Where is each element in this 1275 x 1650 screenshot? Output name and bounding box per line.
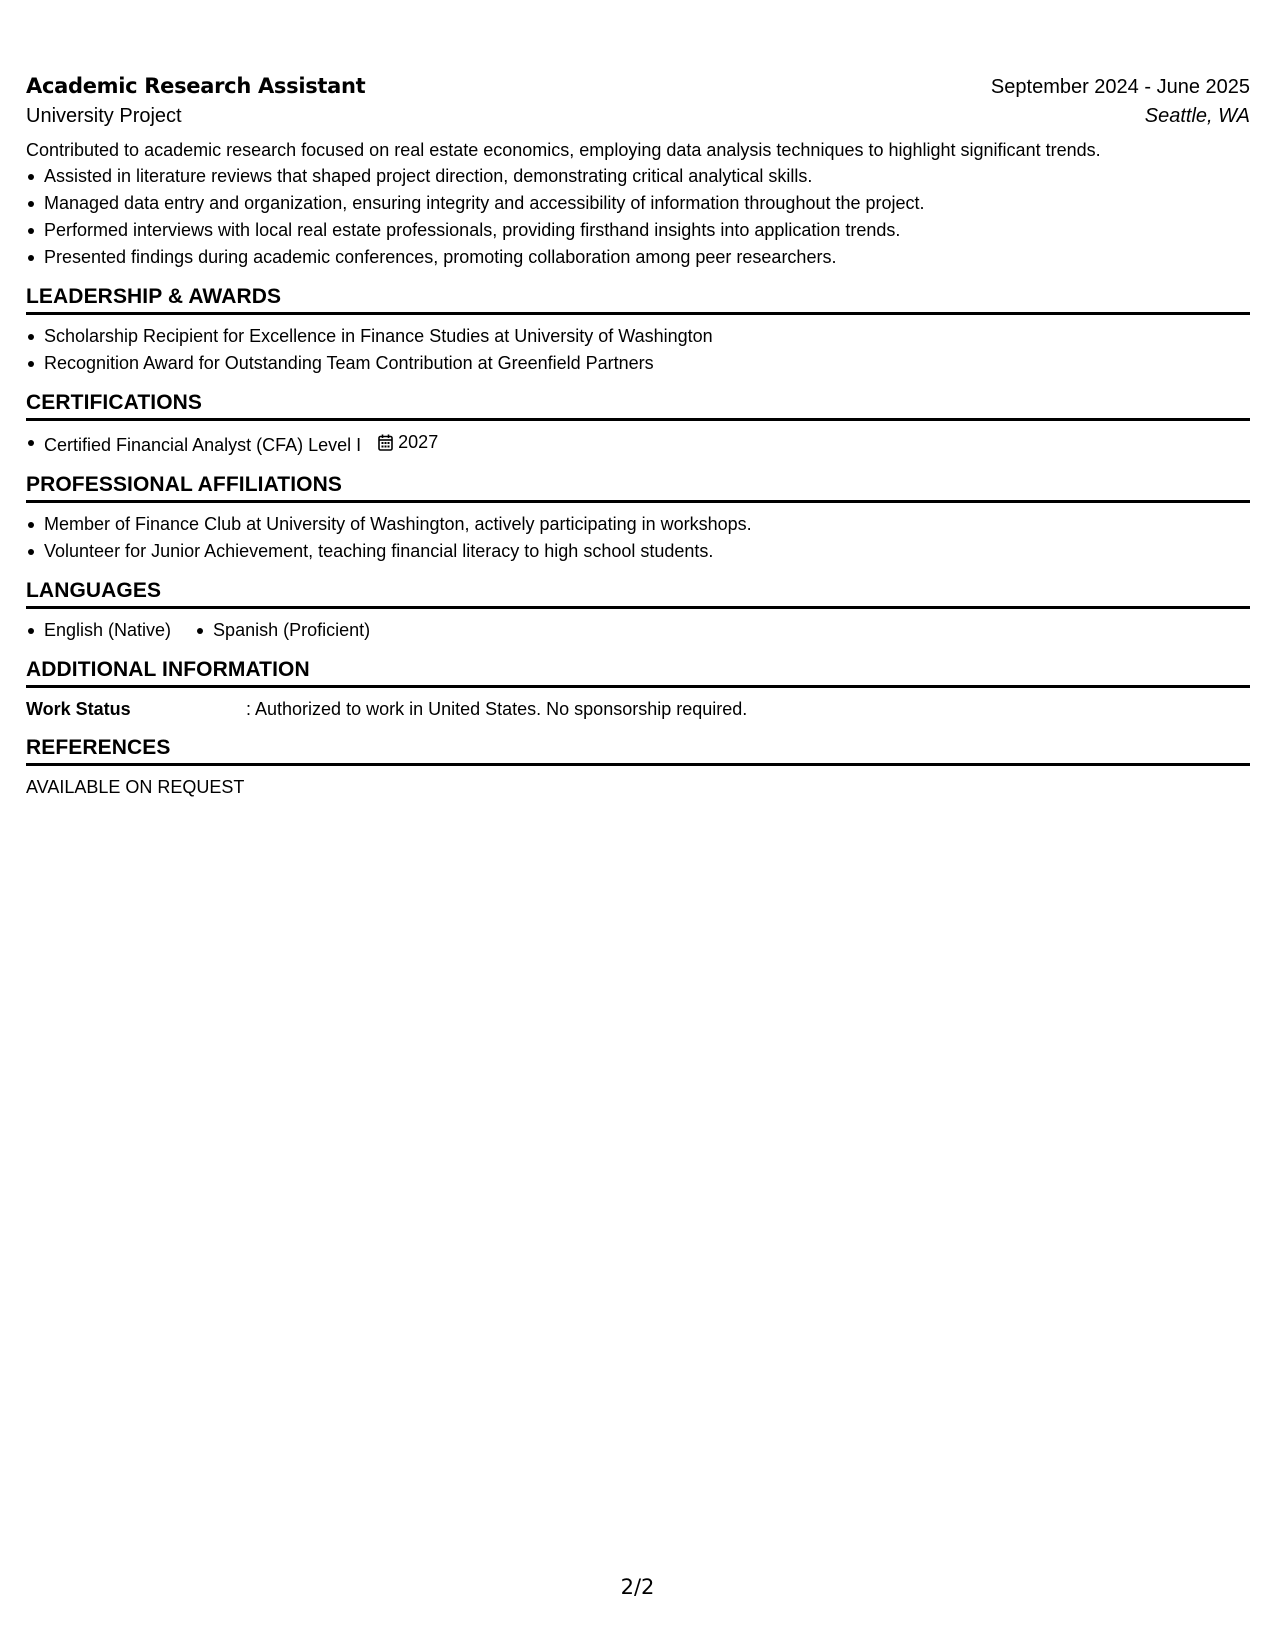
certification-name: Certified Financial Analyst (CFA) Level I	[44, 435, 362, 455]
section-certifications	[26, 391, 1250, 459]
section-title: LANGUAGES	[26, 579, 1250, 609]
job-location: Seattle, WA	[1144, 105, 1250, 127]
job-subheader	[26, 105, 1250, 128]
certifications-list	[26, 429, 1250, 459]
section-title: REFERENCES	[26, 736, 1250, 766]
certification-date	[378, 429, 438, 456]
list-item: Member of Finance Club at University of Washington, actively participating in workshops.	[44, 511, 1250, 538]
calendar-icon	[378, 434, 393, 451]
list-item: Volunteer for Junior Achievement, teaching financial literacy to high school students.	[44, 538, 1250, 565]
affiliations-list	[26, 511, 1250, 565]
experience-entry	[26, 74, 1250, 271]
resume-page	[26, 74, 1250, 800]
references-text: AVAILABLE ON REQUEST	[26, 777, 245, 797]
job-header	[26, 74, 1250, 99]
list-item: Performed interviews with local real estate professionals, providing firsthand insights into application trends.	[44, 217, 1250, 244]
section-title: CERTIFICATIONS	[26, 391, 1250, 421]
section-additional-information	[26, 658, 1250, 722]
section-affiliations	[26, 473, 1250, 565]
job-bullets	[26, 163, 1250, 271]
list-item: Assisted in literature reviews that shaped project direction, demonstrating critical analytical skills.	[44, 163, 1250, 190]
leadership-list	[26, 323, 1250, 377]
languages-list	[26, 617, 1250, 644]
job-description: Contributed to academic research focused on real estate economics, employing data analysis techniques to highlight significant trends.	[26, 140, 1101, 160]
list-item	[44, 429, 1250, 459]
list-item: Recognition Award for Outstanding Team Contribution at Greenfield Partners	[44, 350, 1250, 377]
list-item: Scholarship Recipient for Excellence in Finance Studies at University of Washington	[44, 323, 1250, 350]
list-item: Spanish (Proficient)	[213, 617, 370, 644]
job-dates: September 2024 - June 2025	[990, 76, 1250, 98]
certification-year: 2027	[398, 432, 439, 452]
info-value: : Authorized to work in United States. No sponsorship required.	[246, 699, 748, 719]
job-organization: University Project	[26, 105, 182, 127]
list-item: English (Native)	[44, 617, 171, 644]
section-languages	[26, 579, 1250, 644]
section-references	[26, 736, 1250, 800]
section-title: LEADERSHIP & AWARDS	[26, 285, 1250, 315]
section-title: ADDITIONAL INFORMATION	[26, 658, 1250, 688]
info-row	[26, 696, 1250, 722]
info-label: Work Status	[26, 699, 131, 719]
list-item: Managed data entry and organization, ensuring integrity and accessibility of information throughout the project.	[44, 190, 1250, 217]
job-title: Academic Research Assistant	[26, 74, 366, 98]
page-number: 2/2	[620, 1575, 655, 1599]
section-leadership	[26, 285, 1250, 377]
section-title: PROFESSIONAL AFFILIATIONS	[26, 473, 1250, 503]
list-item: Presented findings during academic conferences, promoting collaboration among peer researchers.	[44, 244, 1250, 271]
